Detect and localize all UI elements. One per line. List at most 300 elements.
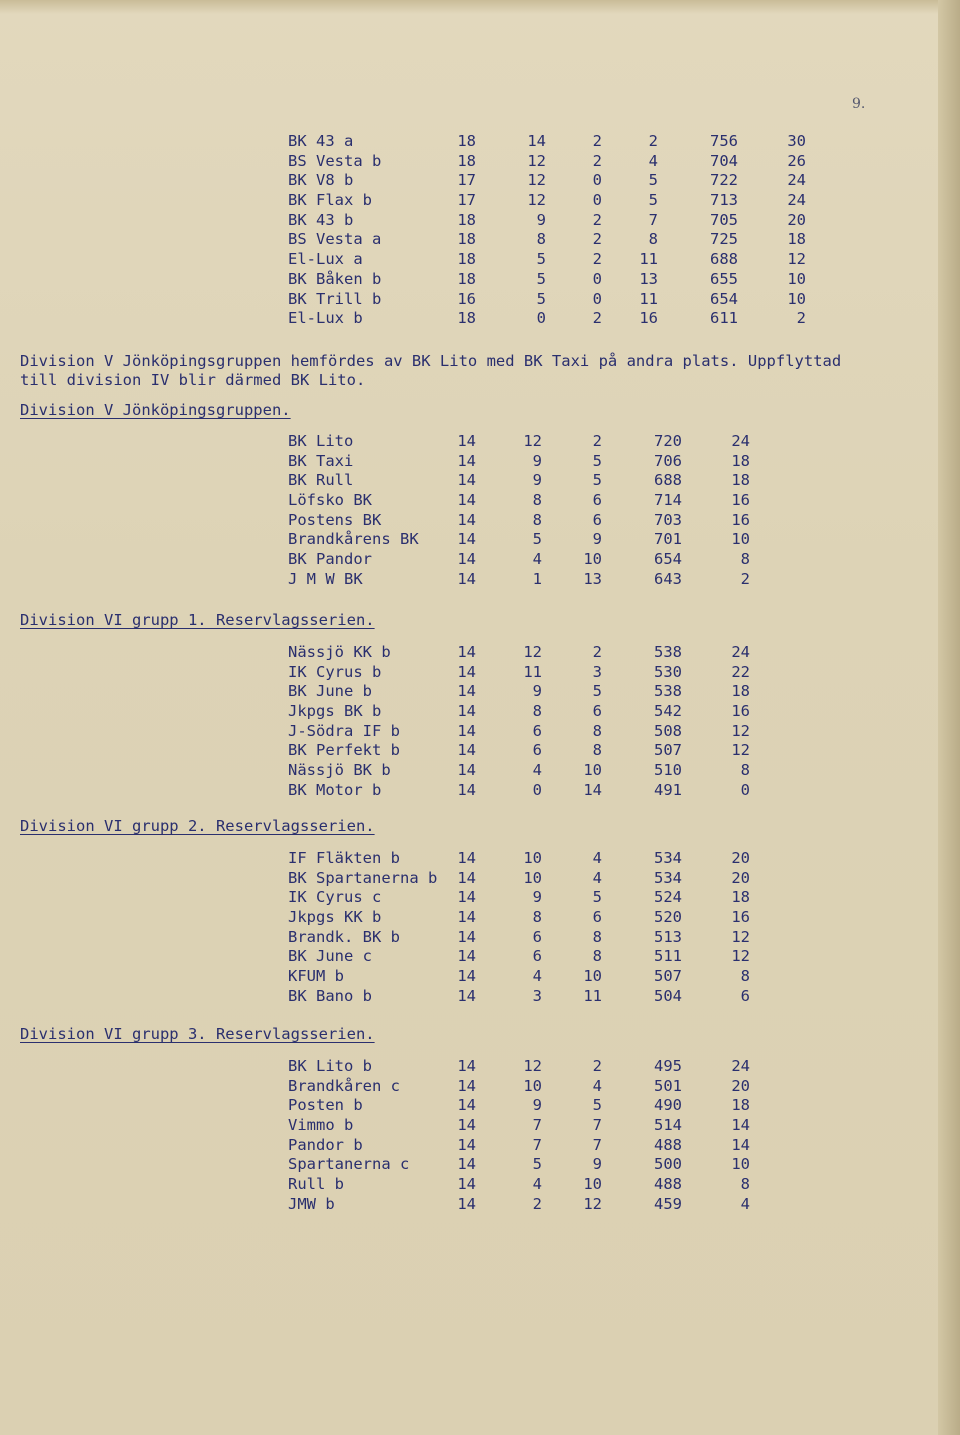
wins: 12 bbox=[527, 151, 546, 170]
points: 20 bbox=[787, 210, 806, 229]
table-row bbox=[0, 211, 960, 231]
wins: 9 bbox=[532, 682, 542, 701]
losses: 5 bbox=[592, 1096, 602, 1115]
matches: 17 bbox=[457, 171, 476, 190]
score: 501 bbox=[654, 1076, 682, 1095]
wins: 10 bbox=[523, 868, 542, 887]
team-name: Brandkårens BK bbox=[288, 530, 419, 549]
losses: 8 bbox=[592, 721, 602, 740]
wins: 8 bbox=[532, 908, 542, 927]
losses: 4 bbox=[648, 151, 658, 170]
losses: 5 bbox=[592, 682, 602, 701]
team-name: Rull b bbox=[288, 1175, 344, 1194]
matches: 14 bbox=[457, 761, 476, 780]
team-name: BK 43 a bbox=[288, 132, 354, 150]
team-name: Spartanerna c bbox=[288, 1155, 410, 1174]
matches: 14 bbox=[457, 643, 476, 661]
draws: 2 bbox=[592, 230, 602, 249]
points: 24 bbox=[731, 1057, 750, 1075]
wins: 6 bbox=[532, 947, 542, 966]
matches: 14 bbox=[457, 550, 476, 569]
team-name: J M W BK bbox=[288, 569, 363, 588]
points: 8 bbox=[740, 761, 750, 780]
wins: 4 bbox=[532, 550, 542, 569]
points: 2 bbox=[796, 309, 806, 328]
losses: 5 bbox=[592, 888, 602, 907]
section-heading: Division VI grupp 2. Reservlagsserien. bbox=[20, 817, 375, 835]
matches: 14 bbox=[457, 1076, 476, 1095]
points: 20 bbox=[731, 849, 750, 867]
score: 714 bbox=[654, 491, 682, 510]
score: 538 bbox=[654, 643, 682, 661]
points: 24 bbox=[731, 643, 750, 661]
wins: 5 bbox=[536, 289, 546, 308]
matches: 18 bbox=[457, 250, 476, 269]
top-standings-table bbox=[0, 132, 960, 329]
points: 24 bbox=[787, 171, 806, 190]
table-row bbox=[0, 682, 960, 702]
wins: 12 bbox=[527, 191, 546, 210]
wins: 9 bbox=[532, 471, 542, 490]
score: 513 bbox=[654, 927, 682, 946]
score: 706 bbox=[654, 451, 682, 470]
losses: 6 bbox=[592, 908, 602, 927]
matches: 14 bbox=[457, 1057, 476, 1075]
matches: 14 bbox=[457, 947, 476, 966]
score: 507 bbox=[654, 741, 682, 760]
points: 24 bbox=[787, 191, 806, 210]
team-name: BS Vesta a bbox=[288, 230, 382, 249]
wins: 9 bbox=[532, 888, 542, 907]
score: 491 bbox=[654, 780, 682, 799]
matches: 14 bbox=[457, 682, 476, 701]
table-row bbox=[0, 309, 960, 329]
score: 495 bbox=[654, 1057, 682, 1075]
table-row bbox=[0, 702, 960, 722]
table-row bbox=[0, 452, 960, 472]
losses: 8 bbox=[648, 230, 658, 249]
losses: 11 bbox=[639, 289, 658, 308]
table-row bbox=[0, 1155, 960, 1175]
points: 2 bbox=[740, 569, 750, 588]
points: 12 bbox=[731, 721, 750, 740]
points: 4 bbox=[740, 1194, 750, 1213]
points: 16 bbox=[731, 491, 750, 510]
score: 542 bbox=[654, 702, 682, 721]
team-name: BK June b bbox=[288, 682, 372, 701]
matches: 14 bbox=[457, 868, 476, 887]
losses: 16 bbox=[639, 309, 658, 328]
losses: 4 bbox=[592, 849, 602, 867]
losses: 13 bbox=[639, 269, 658, 288]
team-name: BK Rull bbox=[288, 471, 354, 490]
draws: 0 bbox=[592, 269, 602, 288]
section-heading: Division VI grupp 3. Reservlagsserien. bbox=[20, 1025, 375, 1043]
wins: 9 bbox=[532, 451, 542, 470]
score: 530 bbox=[654, 662, 682, 681]
team-name: BK V8 b bbox=[288, 171, 354, 190]
team-name: BK Båken b bbox=[288, 269, 382, 288]
table-row bbox=[0, 132, 960, 152]
points: 12 bbox=[787, 250, 806, 269]
losses: 2 bbox=[648, 132, 658, 150]
team-name: Jkpgs KK b bbox=[288, 908, 382, 927]
matches: 14 bbox=[457, 510, 476, 529]
losses: 6 bbox=[592, 491, 602, 510]
losses: 8 bbox=[592, 947, 602, 966]
score: 713 bbox=[710, 191, 738, 210]
table-row bbox=[0, 761, 960, 781]
team-name: Posten b bbox=[288, 1096, 363, 1115]
wins: 8 bbox=[532, 702, 542, 721]
wins: 1 bbox=[532, 569, 542, 588]
matches: 14 bbox=[457, 451, 476, 470]
team-name: Pandor b bbox=[288, 1135, 363, 1154]
note-line-1: Division V Jönköpingsgruppen hemfördes av BK Lito med BK Taxi på andra plats. Uppflyttad bbox=[20, 352, 842, 370]
draws: 2 bbox=[592, 132, 602, 150]
losses: 4 bbox=[592, 868, 602, 887]
losses: 11 bbox=[639, 250, 658, 269]
matches: 14 bbox=[457, 967, 476, 986]
wins: 0 bbox=[532, 780, 542, 799]
team-name: BK Perfekt b bbox=[288, 741, 400, 760]
team-name: El-Lux b bbox=[288, 309, 363, 328]
losses: 7 bbox=[648, 210, 658, 229]
team-name: BS Vesta b bbox=[288, 151, 382, 170]
team-name: BK Trill b bbox=[288, 289, 382, 308]
points: 10 bbox=[787, 269, 806, 288]
table-row bbox=[0, 191, 960, 211]
wins: 12 bbox=[523, 1057, 542, 1075]
score: 524 bbox=[654, 888, 682, 907]
draws: 0 bbox=[592, 289, 602, 308]
losses: 5 bbox=[648, 191, 658, 210]
losses: 5 bbox=[648, 171, 658, 190]
score: 534 bbox=[654, 849, 682, 867]
team-name: Postens BK bbox=[288, 510, 382, 529]
wins: 6 bbox=[532, 741, 542, 760]
table-row bbox=[0, 1175, 960, 1195]
table-row bbox=[0, 1116, 960, 1136]
score: 490 bbox=[654, 1096, 682, 1115]
matches: 14 bbox=[457, 1194, 476, 1213]
division-note bbox=[20, 352, 900, 390]
score: 510 bbox=[654, 761, 682, 780]
standings-table bbox=[0, 1057, 960, 1215]
wins: 8 bbox=[536, 230, 546, 249]
draws: 2 bbox=[592, 250, 602, 269]
draws: 0 bbox=[592, 171, 602, 190]
wins: 10 bbox=[523, 1076, 542, 1095]
draws: 2 bbox=[592, 151, 602, 170]
points: 22 bbox=[731, 662, 750, 681]
score: 722 bbox=[710, 171, 738, 190]
losses: 8 bbox=[592, 741, 602, 760]
standings-table bbox=[0, 643, 960, 801]
matches: 18 bbox=[457, 151, 476, 170]
losses: 4 bbox=[592, 1076, 602, 1095]
matches: 14 bbox=[457, 1155, 476, 1174]
points: 16 bbox=[731, 510, 750, 529]
score: 654 bbox=[710, 289, 738, 308]
matches: 14 bbox=[457, 908, 476, 927]
wins: 12 bbox=[523, 432, 542, 450]
table-row bbox=[0, 869, 960, 889]
table-row bbox=[0, 849, 960, 869]
points: 10 bbox=[731, 530, 750, 549]
points: 18 bbox=[731, 888, 750, 907]
draws: 2 bbox=[592, 309, 602, 328]
team-name: BK Flax b bbox=[288, 191, 372, 210]
table-row bbox=[0, 888, 960, 908]
wins: 5 bbox=[532, 1155, 542, 1174]
matches: 14 bbox=[457, 888, 476, 907]
table-row bbox=[0, 491, 960, 511]
page-top-edge bbox=[0, 0, 960, 14]
matches: 18 bbox=[457, 269, 476, 288]
matches: 14 bbox=[457, 432, 476, 450]
score: 720 bbox=[654, 432, 682, 450]
losses: 7 bbox=[592, 1116, 602, 1135]
team-name: BK Bano b bbox=[288, 986, 372, 1005]
score: 611 bbox=[710, 309, 738, 328]
losses: 12 bbox=[583, 1194, 602, 1213]
points: 12 bbox=[731, 947, 750, 966]
table-row bbox=[0, 663, 960, 683]
score: 514 bbox=[654, 1116, 682, 1135]
matches: 18 bbox=[457, 210, 476, 229]
table-row bbox=[0, 1136, 960, 1156]
table-row bbox=[0, 1195, 960, 1215]
score: 488 bbox=[654, 1175, 682, 1194]
points: 12 bbox=[731, 741, 750, 760]
matches: 14 bbox=[457, 491, 476, 510]
draws: 0 bbox=[592, 191, 602, 210]
wins: 4 bbox=[532, 1175, 542, 1194]
points: 8 bbox=[740, 550, 750, 569]
team-name: BK June c bbox=[288, 947, 372, 966]
points: 24 bbox=[731, 432, 750, 450]
matches: 14 bbox=[457, 702, 476, 721]
table-row bbox=[0, 1096, 960, 1116]
matches: 18 bbox=[457, 132, 476, 150]
table-row bbox=[0, 741, 960, 761]
matches: 14 bbox=[457, 1116, 476, 1135]
wins: 6 bbox=[532, 721, 542, 740]
table-row bbox=[0, 781, 960, 801]
matches: 14 bbox=[457, 927, 476, 946]
points: 18 bbox=[787, 230, 806, 249]
wins: 5 bbox=[536, 250, 546, 269]
wins: 8 bbox=[532, 491, 542, 510]
team-name: KFUM b bbox=[288, 967, 344, 986]
losses: 10 bbox=[583, 1175, 602, 1194]
wins: 10 bbox=[523, 849, 542, 867]
score: 538 bbox=[654, 682, 682, 701]
score: 643 bbox=[654, 569, 682, 588]
team-name: Brandk. BK b bbox=[288, 927, 400, 946]
score: 508 bbox=[654, 721, 682, 740]
wins: 7 bbox=[532, 1135, 542, 1154]
table-row bbox=[0, 152, 960, 172]
score: 504 bbox=[654, 986, 682, 1005]
score: 488 bbox=[654, 1135, 682, 1154]
score: 725 bbox=[710, 230, 738, 249]
losses: 2 bbox=[592, 1057, 602, 1075]
table-row bbox=[0, 230, 960, 250]
wins: 11 bbox=[523, 662, 542, 681]
team-name: Nässjö BK b bbox=[288, 761, 391, 780]
losses: 2 bbox=[592, 643, 602, 661]
table-row bbox=[0, 722, 960, 742]
losses: 10 bbox=[583, 761, 602, 780]
table-row bbox=[0, 530, 960, 550]
points: 18 bbox=[731, 471, 750, 490]
score: 511 bbox=[654, 947, 682, 966]
losses: 6 bbox=[592, 702, 602, 721]
points: 14 bbox=[731, 1135, 750, 1154]
score: 654 bbox=[654, 550, 682, 569]
score: 703 bbox=[654, 510, 682, 529]
score: 756 bbox=[710, 132, 738, 150]
table-row bbox=[0, 1077, 960, 1097]
table-row bbox=[0, 171, 960, 191]
table-row bbox=[0, 908, 960, 928]
points: 30 bbox=[787, 132, 806, 150]
wins: 12 bbox=[527, 171, 546, 190]
team-name: BK 43 b bbox=[288, 210, 354, 229]
points: 18 bbox=[731, 682, 750, 701]
points: 10 bbox=[787, 289, 806, 308]
wins: 0 bbox=[536, 309, 546, 328]
score: 705 bbox=[710, 210, 738, 229]
score: 534 bbox=[654, 868, 682, 887]
matches: 14 bbox=[457, 741, 476, 760]
losses: 11 bbox=[583, 986, 602, 1005]
losses: 8 bbox=[592, 927, 602, 946]
score: 655 bbox=[710, 269, 738, 288]
table-row bbox=[0, 432, 960, 452]
page-number: 9. bbox=[852, 96, 866, 112]
losses: 9 bbox=[592, 1155, 602, 1174]
matches: 14 bbox=[457, 530, 476, 549]
draws: 2 bbox=[592, 210, 602, 229]
matches: 14 bbox=[457, 471, 476, 490]
table-row bbox=[0, 928, 960, 948]
matches: 18 bbox=[457, 230, 476, 249]
losses: 2 bbox=[592, 432, 602, 450]
matches: 14 bbox=[457, 986, 476, 1005]
table-row bbox=[0, 1057, 960, 1077]
table-row bbox=[0, 290, 960, 310]
losses: 9 bbox=[592, 530, 602, 549]
score: 701 bbox=[654, 530, 682, 549]
team-name: IK Cyrus c bbox=[288, 888, 382, 907]
table-row bbox=[0, 967, 960, 987]
standings-table bbox=[0, 432, 960, 590]
points: 10 bbox=[731, 1155, 750, 1174]
section-heading: Division V Jönköpingsgruppen. bbox=[20, 401, 291, 419]
losses: 6 bbox=[592, 510, 602, 529]
points: 8 bbox=[740, 1175, 750, 1194]
wins: 3 bbox=[532, 986, 542, 1005]
points: 20 bbox=[731, 1076, 750, 1095]
points: 18 bbox=[731, 451, 750, 470]
table-row bbox=[0, 511, 960, 531]
wins: 2 bbox=[532, 1194, 542, 1213]
table-row bbox=[0, 250, 960, 270]
matches: 14 bbox=[457, 1096, 476, 1115]
losses: 5 bbox=[592, 451, 602, 470]
matches: 14 bbox=[457, 849, 476, 867]
section-heading: Division VI grupp 1. Reservlagsserien. bbox=[20, 611, 375, 629]
team-name: IF Fläkten b bbox=[288, 849, 400, 867]
points: 6 bbox=[740, 986, 750, 1005]
points: 26 bbox=[787, 151, 806, 170]
matches: 18 bbox=[457, 309, 476, 328]
losses: 10 bbox=[583, 550, 602, 569]
score: 520 bbox=[654, 908, 682, 927]
wins: 5 bbox=[536, 269, 546, 288]
team-name: BK Pandor bbox=[288, 550, 372, 569]
points: 0 bbox=[740, 780, 750, 799]
matches: 14 bbox=[457, 721, 476, 740]
points: 18 bbox=[731, 1096, 750, 1115]
score: 459 bbox=[654, 1194, 682, 1213]
matches: 14 bbox=[457, 662, 476, 681]
table-row bbox=[0, 550, 960, 570]
score: 507 bbox=[654, 967, 682, 986]
wins: 8 bbox=[532, 510, 542, 529]
wins: 9 bbox=[536, 210, 546, 229]
table-row bbox=[0, 570, 960, 590]
table-row bbox=[0, 947, 960, 967]
matches: 16 bbox=[457, 289, 476, 308]
losses: 3 bbox=[592, 662, 602, 681]
losses: 10 bbox=[583, 967, 602, 986]
score: 688 bbox=[710, 250, 738, 269]
matches: 14 bbox=[457, 1135, 476, 1154]
wins: 14 bbox=[527, 132, 546, 150]
team-name: IK Cyrus b bbox=[288, 662, 382, 681]
note-line-2: till division IV blir därmed BK Lito. bbox=[20, 371, 366, 389]
matches: 14 bbox=[457, 1175, 476, 1194]
wins: 7 bbox=[532, 1116, 542, 1135]
score: 688 bbox=[654, 471, 682, 490]
team-name: J-Södra IF b bbox=[288, 721, 400, 740]
matches: 14 bbox=[457, 569, 476, 588]
score: 500 bbox=[654, 1155, 682, 1174]
table-row bbox=[0, 643, 960, 663]
matches: 14 bbox=[457, 780, 476, 799]
points: 14 bbox=[731, 1116, 750, 1135]
team-name: Brandkåren c bbox=[288, 1076, 400, 1095]
team-name: BK Taxi bbox=[288, 451, 354, 470]
wins: 9 bbox=[532, 1096, 542, 1115]
wins: 6 bbox=[532, 927, 542, 946]
wins: 12 bbox=[523, 643, 542, 661]
losses: 7 bbox=[592, 1135, 602, 1154]
points: 8 bbox=[740, 967, 750, 986]
points: 20 bbox=[731, 868, 750, 887]
points: 16 bbox=[731, 908, 750, 927]
team-name: Vimmo b bbox=[288, 1116, 354, 1135]
matches: 17 bbox=[457, 191, 476, 210]
points: 12 bbox=[731, 927, 750, 946]
wins: 4 bbox=[532, 967, 542, 986]
team-name: Jkpgs BK b bbox=[288, 702, 382, 721]
losses: 14 bbox=[583, 780, 602, 799]
